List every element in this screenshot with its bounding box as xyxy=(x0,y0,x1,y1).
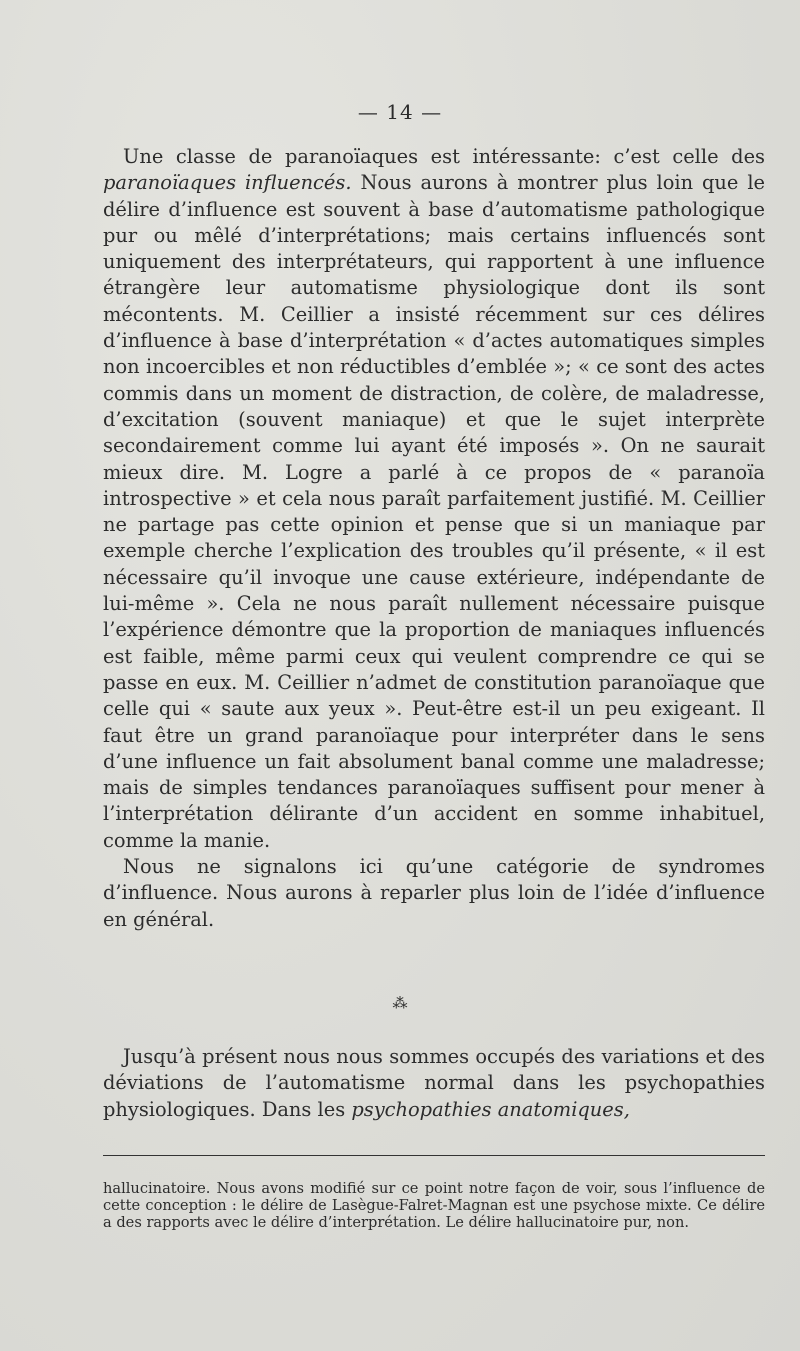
paragraph-1-text-a: Une classe de paranoïaques est intéressante: c’est celle des xyxy=(123,145,765,168)
footnote-rule xyxy=(103,1155,765,1156)
paragraph-1-text-b: Nous aurons à montrer plus loin que le délire d’influence est souvent à base d’automatisme pathologique pur ou mêlé d’interprétations; mais certains influencés sont uniquement des interprétateurs, qui rapportent à une influence étrangère leur automatisme physiologique dont ils sont mécontents. M. Ceillier a insisté récemment sur ces délires d’influence à base d’interprétation « d’actes automatiques simples non incoercibles et non réductibles d’emblée »; « ce sont des actes commis dans un moment de distraction, de colère, de maladresse, d’excitation (souvent maniaque) et que le sujet interprète secondairement comme lui ayant été imposés ». On ne saurait mieux dire. M. Logre a parlé à ce propos de « paranoïa introspective » et cela nous paraît parfaitement justifié. M. Ceillier ne partage pas cette opinion et pense que si un maniaque par exemple cherche l’explication des troubles qu’il présente, « il est nécessaire qu’il invoque une cause extérieure, indépendante de lui-même ». Cela ne nous paraît nullement nécessaire puisque l’expérience démontre que la proportion de maniaques influencés est faible, même parmi ceux qui veulent comprendre ce qui se passe en eux. M. Ceillier n’admet de constitution paranoïaque que celle qui « saute aux yeux ». Peut-être est-il un peu exigeant. Il faut être un grand paranoïaque pour interpréter dans le sens d’une influence un fait absolument banal comme une maladresse; mais de simples tendances paranoïaques suffisent pour mener à l’interprétation délirante d’un accident en somme inhabituel, comme la manie. xyxy=(103,171,765,852)
paragraph-psychopathies xyxy=(103,1044,765,1123)
paragraph-paranoiaques-influences xyxy=(103,144,765,854)
main-text-upper xyxy=(103,144,765,933)
asterism-separator: ⁂ xyxy=(392,994,408,1012)
footnote-text: hallucinatoire. Nous avons modifié sur ce point notre façon de voir, sous l’influence de cette conception : le délire de Lasègue-Falret-Magnan est une psychose mixte. Ce délire a des rapports avec le délire d’interprétation. Le délire hallucinatoire pur, non. xyxy=(103,1180,765,1231)
paragraph-3-text-a: Jusqu’à présent nous nous sommes occupés des variations et des déviations de l’automatisme normal dans les psychopathies physiologiques. Dans les xyxy=(103,1045,765,1121)
paragraph-3-italic-term: psychopathies anatomiques, xyxy=(351,1097,630,1121)
paragraph-syndromes-influence: Nous ne signalons ici qu’une catégorie de syndromes d’influence. Nous aurons à reparler plus loin de l’idée d’influence en général. xyxy=(103,855,765,931)
main-text-lower xyxy=(103,1044,765,1123)
paragraph-1-italic-term: paranoïaques influencés. xyxy=(103,171,352,195)
page-number: — 14 — xyxy=(357,100,443,124)
